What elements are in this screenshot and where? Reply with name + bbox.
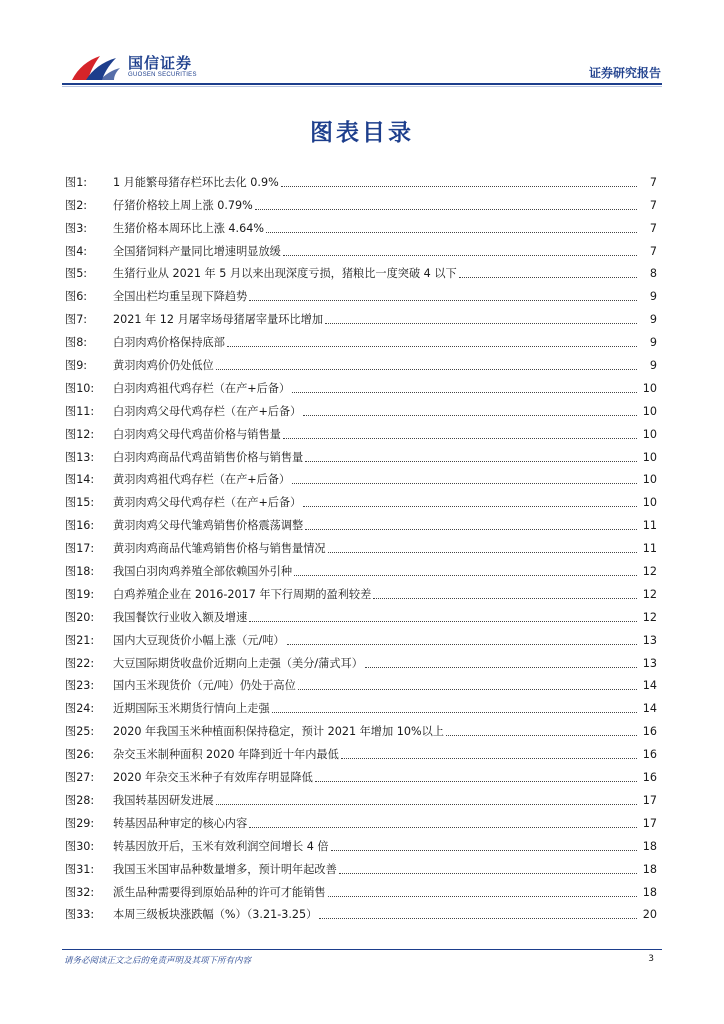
toc-entry-title[interactable]: 黄羽肉鸡价仍处低位 xyxy=(113,359,214,373)
toc-entry-page[interactable]: 9 xyxy=(649,290,657,304)
toc-entry[interactable] xyxy=(65,671,657,694)
toc-entry-title[interactable]: 黄羽肉鸡父母代雏鸡销售价格震荡调整 xyxy=(113,519,304,533)
toc-leader-dots xyxy=(227,345,637,347)
toc-leader-dots xyxy=(298,688,637,690)
toc-entry[interactable] xyxy=(65,579,657,602)
toc-entry-title[interactable]: 国内玉米现货价（元/吨）仍处于高位 xyxy=(113,679,296,693)
toc-entry-label: 图7: xyxy=(65,313,88,327)
toc-entry-label: 图16: xyxy=(65,519,95,533)
toc-entry[interactable] xyxy=(65,281,657,304)
toc-entry[interactable] xyxy=(65,831,657,854)
toc-entry-label: 图6: xyxy=(65,290,88,304)
toc-entry[interactable] xyxy=(65,739,657,762)
toc-entry-label: 图24: xyxy=(65,702,95,716)
toc-entry[interactable] xyxy=(65,648,657,671)
toc-entry-page[interactable]: 16 xyxy=(642,725,657,739)
logo-name-en: GUOSEN SECURITIES xyxy=(128,72,197,78)
toc-entry-page[interactable]: 16 xyxy=(642,771,657,785)
toc-entry-title[interactable]: 杂交玉米制种面积 2020 年降到近十年内最低 xyxy=(113,748,339,762)
toc-leader-dots xyxy=(216,368,637,370)
toc-entry[interactable] xyxy=(65,785,657,808)
toc-entry-label: 图23: xyxy=(65,679,95,693)
toc-entry-title[interactable]: 全国猪饲料产量同比增速明显放缓 xyxy=(113,244,281,258)
toc-entry[interactable] xyxy=(65,350,657,373)
toc-entry-label: 图15: xyxy=(65,496,95,510)
toc-entry[interactable] xyxy=(65,213,657,236)
toc-leader-dots xyxy=(272,711,637,713)
toc-leader-dots xyxy=(459,276,637,278)
toc-entry-page[interactable]: 18 xyxy=(642,862,657,876)
toc-entry-label: 图8: xyxy=(65,336,88,350)
toc-entry-title[interactable]: 我国餐饮行业收入额及增速 xyxy=(113,610,248,624)
toc-entry-page[interactable]: 7 xyxy=(649,198,657,212)
toc-entry[interactable] xyxy=(65,808,657,831)
toc-entry-page[interactable]: 10 xyxy=(642,381,657,395)
toc-entry-title[interactable]: 2020 年杂交玉米种子有效库存明显降低 xyxy=(113,771,313,785)
toc-entry-page[interactable]: 10 xyxy=(642,496,657,510)
toc-entry-label: 图26: xyxy=(65,748,95,762)
toc-entry-title[interactable]: 我国转基因研发进展 xyxy=(113,793,214,807)
toc-entry-label: 图17: xyxy=(65,542,95,556)
toc-entry[interactable] xyxy=(65,190,657,213)
toc-entry-page[interactable]: 7 xyxy=(649,175,657,189)
toc-leader-dots xyxy=(249,826,637,828)
toc-entry-page[interactable]: 17 xyxy=(642,816,657,830)
toc-entry[interactable] xyxy=(65,304,657,327)
toc-entry[interactable] xyxy=(65,510,657,533)
figure-list xyxy=(65,167,657,922)
toc-entry-label: 图9: xyxy=(65,359,88,373)
toc-leader-dots xyxy=(341,757,637,759)
toc-leader-dots xyxy=(249,299,637,301)
toc-entry-page[interactable]: 7 xyxy=(649,244,657,258)
toc-entry[interactable] xyxy=(65,487,657,510)
toc-entry-page[interactable]: 12 xyxy=(642,587,657,601)
toc-leader-dots xyxy=(331,849,637,851)
toc-entry[interactable] xyxy=(65,396,657,419)
toc-entry-title[interactable]: 2021 年 12 月屠宰场母猪屠宰量环比增加 xyxy=(113,313,324,327)
toc-leader-dots xyxy=(373,597,637,599)
toc-entry-title[interactable]: 我国玉米国审品种数量增多，预计明年起改善 xyxy=(113,862,337,876)
toc-leader-dots xyxy=(216,803,637,805)
toc-leader-dots xyxy=(305,460,637,462)
toc-entry-label: 图14: xyxy=(65,473,95,487)
toc-entry-page[interactable]: 10 xyxy=(642,450,657,464)
toc-entry[interactable] xyxy=(65,556,657,579)
toc-entry-page[interactable]: 10 xyxy=(642,427,657,441)
toc-leader-dots xyxy=(292,391,637,393)
toc-entry-label: 图10: xyxy=(65,381,95,395)
toc-entry-title[interactable]: 1 月能繁母猪存栏环比去化 0.9% xyxy=(113,175,279,189)
toc-entry-title[interactable]: 转基因品种审定的核心内容 xyxy=(113,816,248,830)
toc-leader-dots xyxy=(283,437,637,439)
toc-entry-label: 图4: xyxy=(65,244,88,258)
toc-entry-page[interactable]: 13 xyxy=(642,633,657,647)
toc-entry-page[interactable]: 18 xyxy=(642,885,657,899)
toc-entry-title[interactable]: 黄羽肉鸡祖代鸡存栏（在产+后备） xyxy=(113,473,291,487)
toc-entry-page[interactable]: 7 xyxy=(649,221,657,235)
toc-entry[interactable] xyxy=(65,259,657,282)
toc-entry[interactable] xyxy=(65,625,657,648)
toc-entry-label: 图18: xyxy=(65,565,95,579)
toc-entry[interactable] xyxy=(65,762,657,785)
toc-leader-dots xyxy=(303,414,637,416)
page-title: 图表目录 xyxy=(310,120,414,146)
toc-entry-page[interactable]: 9 xyxy=(649,336,657,350)
toc-entry-label: 图32: xyxy=(65,885,95,899)
header-divider-thin xyxy=(62,86,662,87)
toc-leader-dots xyxy=(328,551,637,553)
toc-entry-label: 图29: xyxy=(65,816,95,830)
toc-entry-page[interactable]: 9 xyxy=(649,359,657,373)
toc-entry-label: 图13: xyxy=(65,450,95,464)
toc-entry-label: 图28: xyxy=(65,793,95,807)
toc-entry-title[interactable]: 派生品种需要得到原始品种的许可才能销售 xyxy=(113,885,326,899)
toc-entry-label: 图2: xyxy=(65,198,88,212)
toc-entry-title[interactable]: 国内大豆现货价小幅上涨（元/吨） xyxy=(113,633,285,647)
toc-leader-dots xyxy=(266,231,637,233)
toc-entry-title[interactable]: 白羽肉鸡父母代鸡存栏（在产+后备） xyxy=(113,404,302,418)
toc-leader-dots xyxy=(315,780,637,782)
toc-entry[interactable] xyxy=(65,602,657,625)
toc-entry-title[interactable]: 本周三级板块涨跌幅（%）（3.21-3.25） xyxy=(113,908,318,922)
toc-entry[interactable] xyxy=(65,716,657,739)
toc-leader-dots xyxy=(249,620,637,622)
toc-leader-dots xyxy=(328,895,637,897)
toc-entry-page[interactable]: 11 xyxy=(642,519,657,533)
toc-entry-title[interactable]: 生猪价格本周环比上涨 4.64% xyxy=(113,221,264,235)
toc-entry-title[interactable]: 白羽肉鸡商品代鸡苗销售价格与销售量 xyxy=(113,450,304,464)
toc-leader-dots xyxy=(292,482,637,484)
toc-leader-dots xyxy=(281,185,637,187)
toc-entry-page[interactable]: 16 xyxy=(642,748,657,762)
toc-entry[interactable] xyxy=(65,877,657,900)
footer-disclaimer: 请务必阅读正文之后的免责声明及其项下所有内容 xyxy=(64,956,252,966)
toc-entry-title[interactable]: 全国出栏均重呈现下降趋势 xyxy=(113,290,248,304)
toc-entry-page[interactable]: 11 xyxy=(642,542,657,556)
toc-entry-title[interactable]: 黄羽肉鸡商品代雏鸡销售价格与销售量情况 xyxy=(113,542,326,556)
guosen-logo-icon xyxy=(70,50,122,84)
toc-entry-title[interactable]: 白羽肉鸡价格保持底部 xyxy=(113,336,225,350)
toc-entry[interactable] xyxy=(65,465,657,488)
toc-entry-title[interactable]: 近期国际玉米期货行情向上走强 xyxy=(113,702,270,716)
toc-entry-label: 图1: xyxy=(65,175,88,189)
toc-entry[interactable] xyxy=(65,533,657,556)
toc-entry-title[interactable]: 白羽肉鸡父母代鸡苗价格与销售量 xyxy=(113,427,281,441)
toc-entry-label: 图20: xyxy=(65,610,95,624)
report-type-label: 证券研究报告 xyxy=(588,66,661,80)
toc-leader-dots xyxy=(303,505,637,507)
toc-entry-title[interactable]: 白羽肉鸡祖代鸡存栏（在产+后备） xyxy=(113,381,291,395)
toc-leader-dots xyxy=(446,734,637,736)
toc-entry-page[interactable]: 20 xyxy=(642,908,657,922)
page-number: 3 xyxy=(648,954,654,964)
toc-entry-label: 图27: xyxy=(65,771,95,785)
toc-entry[interactable] xyxy=(65,327,657,350)
toc-entry[interactable] xyxy=(65,693,657,716)
header-divider xyxy=(62,83,662,85)
toc-entry[interactable] xyxy=(65,373,657,396)
toc-entry[interactable] xyxy=(65,442,657,465)
toc-entry-page[interactable]: 18 xyxy=(642,839,657,853)
toc-leader-dots xyxy=(319,917,637,919)
toc-entry-page[interactable]: 14 xyxy=(642,702,657,716)
toc-leader-dots xyxy=(305,528,637,530)
toc-entry-page[interactable]: 17 xyxy=(642,793,657,807)
toc-entry-label: 图33: xyxy=(65,908,95,922)
toc-leader-dots xyxy=(325,322,637,324)
toc-entry-label: 图3: xyxy=(65,221,88,235)
toc-entry-page[interactable]: 8 xyxy=(649,267,657,281)
toc-leader-dots xyxy=(294,574,637,576)
toc-entry-label: 图25: xyxy=(65,725,95,739)
toc-entry-title[interactable]: 生猪行业从 2021 年 5 月以来出现深度亏损，猪粮比一度突破 4 以下 xyxy=(113,267,457,281)
toc-leader-dots xyxy=(339,872,637,874)
toc-entry-page[interactable]: 9 xyxy=(649,313,657,327)
toc-entry-label: 图30: xyxy=(65,839,95,853)
toc-entry-label: 图21: xyxy=(65,633,95,647)
toc-leader-dots xyxy=(255,208,637,210)
toc-entry-title[interactable]: 2020 年我国玉米种植面积保持稳定，预计 2021 年增加 10%以上 xyxy=(113,725,444,739)
toc-entry-title[interactable]: 黄羽肉鸡父母代鸡存栏（在产+后备） xyxy=(113,496,302,510)
toc-entry-page[interactable]: 10 xyxy=(642,473,657,487)
toc-entry-label: 图19: xyxy=(65,587,95,601)
toc-entry-title[interactable]: 白鸡养殖企业在 2016-2017 年下行周期的盈利较差 xyxy=(113,587,372,601)
toc-entry[interactable] xyxy=(65,419,657,442)
toc-leader-dots xyxy=(283,254,637,256)
toc-entry-title[interactable]: 转基因放开后，玉米有效利润空间增长 4 倍 xyxy=(113,839,329,853)
toc-entry-label: 图31: xyxy=(65,862,95,876)
toc-entry-page[interactable]: 10 xyxy=(642,404,657,418)
toc-leader-dots xyxy=(287,643,637,645)
toc-leader-dots xyxy=(365,666,637,668)
toc-entry-label: 图5: xyxy=(65,267,88,281)
toc-entry[interactable] xyxy=(65,236,657,259)
toc-entry-title[interactable]: 我国白羽肉鸡养殖全部依赖国外引种 xyxy=(113,565,293,579)
toc-entry-label: 图11: xyxy=(65,404,95,418)
footer-divider xyxy=(62,949,662,950)
toc-entry[interactable] xyxy=(65,167,657,190)
toc-entry[interactable] xyxy=(65,900,657,923)
logo-name-cn: 国信证券 xyxy=(128,54,193,72)
toc-entry-page[interactable]: 13 xyxy=(642,656,657,670)
toc-entry-label: 图12: xyxy=(65,427,95,441)
toc-entry-title[interactable]: 大豆国际期货收盘价近期向上走强（美分/蒲式耳） xyxy=(113,656,363,670)
toc-entry-label: 图22: xyxy=(65,656,95,670)
toc-entry-page[interactable]: 12 xyxy=(642,565,657,579)
toc-entry-page[interactable]: 12 xyxy=(642,610,657,624)
toc-entry-title[interactable]: 仔猪价格较上周上涨 0.79% xyxy=(113,198,253,212)
toc-entry-page[interactable]: 14 xyxy=(642,679,657,693)
toc-entry[interactable] xyxy=(65,854,657,877)
page-header xyxy=(0,0,724,90)
